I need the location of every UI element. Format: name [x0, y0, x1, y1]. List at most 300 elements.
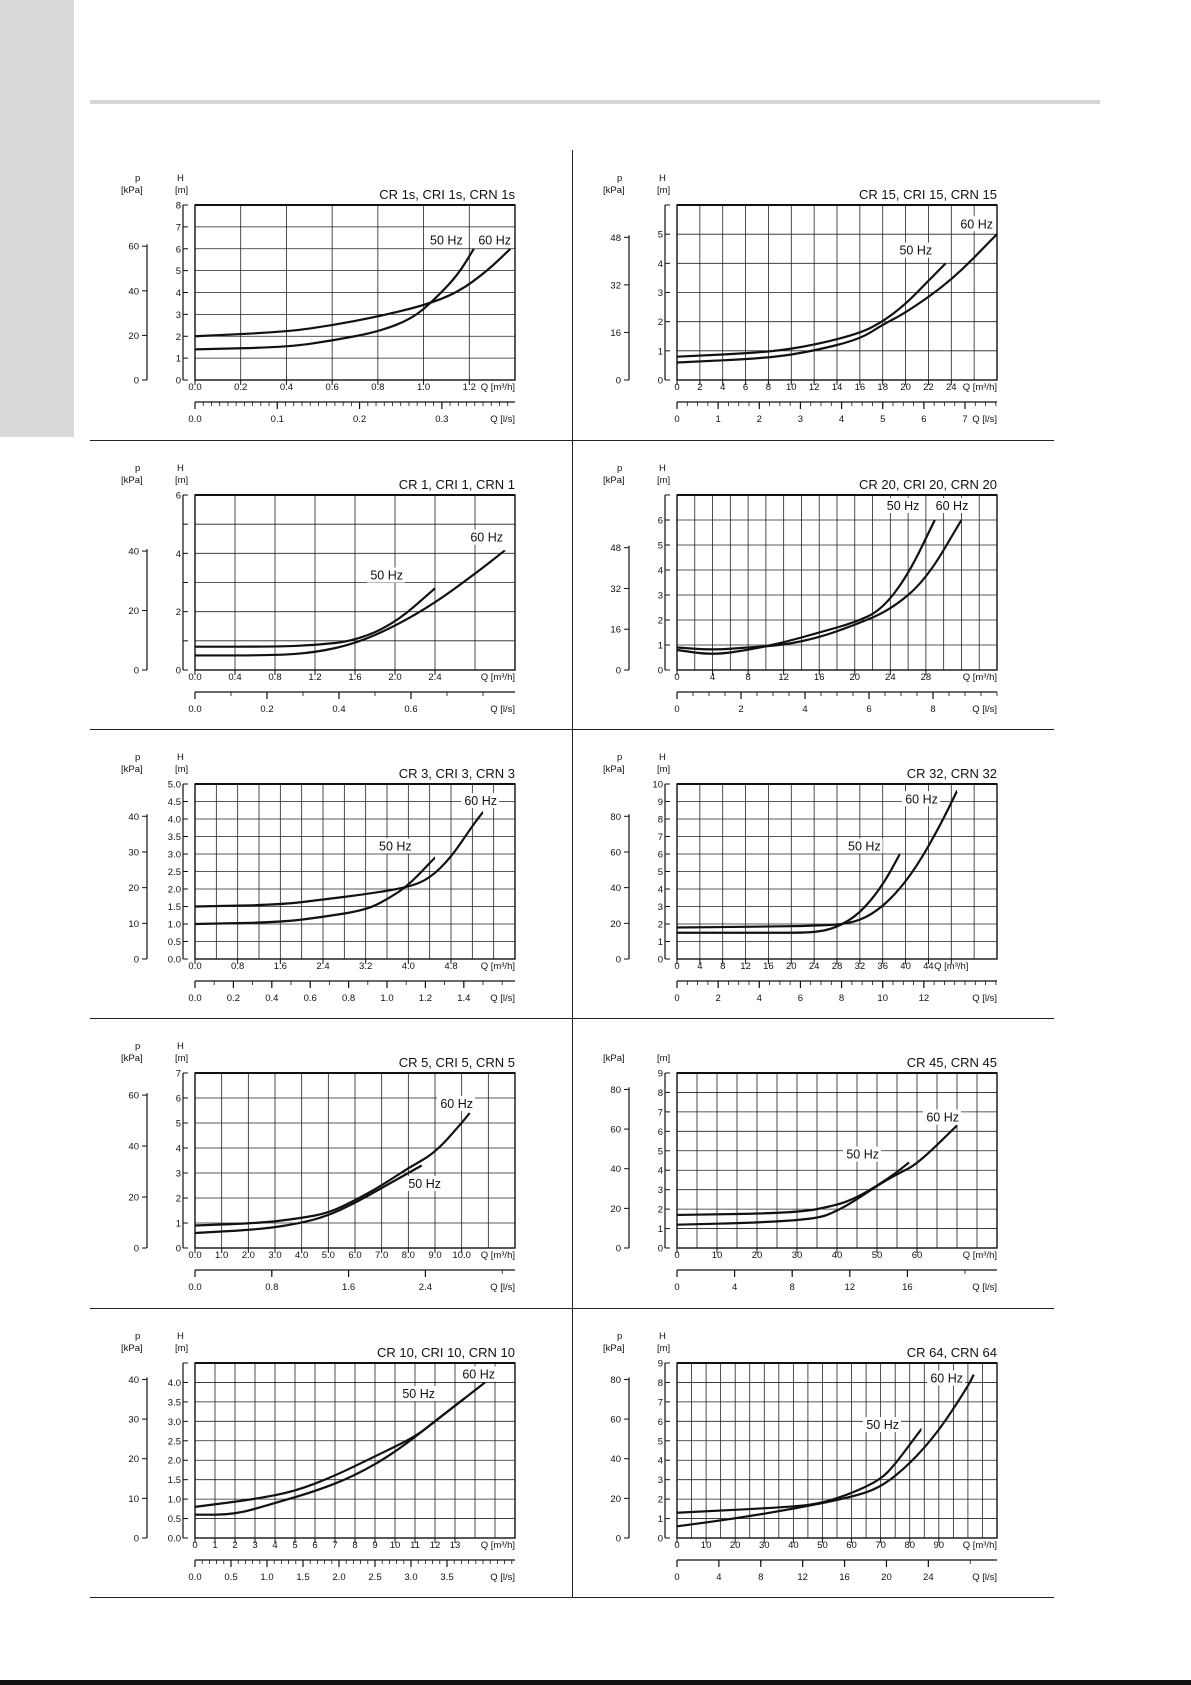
h-axis-symbol: H — [177, 752, 184, 763]
q-tick-label: 12 — [429, 1540, 441, 1551]
ls-axis — [674, 402, 997, 425]
ls-axis-unit: Q [l/s] — [490, 1572, 515, 1583]
ls-tick-label: 2.0 — [332, 1572, 346, 1583]
q-tick-label: 0 — [674, 961, 680, 972]
ls-tick-label: 0.4 — [265, 993, 279, 1004]
h-tick-label: 1 — [657, 640, 663, 652]
p-tick-label: 30 — [128, 847, 139, 859]
q-axis — [188, 1248, 471, 1261]
q-tick-label: 9 — [372, 1540, 378, 1551]
p-tick-label: 10 — [128, 918, 139, 930]
q-tick-label: 10 — [700, 1540, 712, 1551]
q-tick-label: 0 — [674, 1540, 680, 1551]
h-axis-unit: [m] — [175, 764, 189, 775]
q-tick-label: 40 — [900, 961, 911, 972]
curve-label: 60 Hz — [470, 530, 503, 545]
q-tick-label: 1.0 — [416, 382, 431, 393]
chart-cr3 — [90, 729, 572, 1019]
h-axis-symbol: H — [659, 173, 666, 184]
q-tick-label: 0.4 — [279, 382, 294, 393]
h-tick-label: 4 — [175, 548, 181, 560]
chart-svg — [90, 1018, 572, 1308]
p-tick-label: 16 — [610, 624, 621, 636]
p-tick-label: 40 — [610, 1454, 621, 1466]
ls-tick-label: 3 — [797, 414, 804, 425]
ls-tick-label: 0.8 — [265, 1282, 279, 1293]
h-tick-label: 2 — [657, 615, 663, 627]
chart-cr32 — [572, 729, 1054, 1019]
h-tick-label: 2.0 — [167, 884, 181, 896]
p-tick-label: 20 — [128, 1192, 139, 1204]
ls-tick-label: 12 — [918, 993, 930, 1004]
h-tick-label: 7 — [175, 1068, 181, 1080]
q-tick-label: Q [m³/h] — [934, 961, 969, 972]
p-tick-label: 0 — [133, 1533, 139, 1545]
chart-svg — [90, 440, 572, 730]
h-axis-unit: [m] — [657, 1343, 671, 1354]
p-tick-label: 32 — [610, 280, 621, 292]
h-axis-unit: [m] — [175, 1053, 189, 1064]
h-tick-label: 6 — [175, 1093, 181, 1105]
q-tick-label: 5 — [292, 1540, 298, 1551]
q-axis — [674, 959, 968, 972]
q-tick-label: 90 — [933, 1540, 945, 1551]
h-tick-label: 4.5 — [167, 797, 181, 808]
q-tick-label: 24 — [885, 672, 896, 683]
q-tick-label: 0 — [192, 1540, 198, 1551]
h-tick-label: 6 — [175, 490, 181, 502]
q-tick-label: 0 — [674, 672, 680, 683]
q-axis — [674, 670, 931, 683]
q-axis-unit: Q [m³/h] — [962, 672, 997, 683]
h-tick-label: 2 — [175, 607, 181, 619]
curve-label: 50 Hz — [886, 499, 920, 513]
h-tick-label: 8 — [657, 1377, 663, 1389]
h-tick-label: 0 — [175, 375, 181, 387]
ls-tick-label: 0.2 — [352, 414, 367, 425]
h-tick-label: 5 — [657, 1146, 663, 1158]
h-tick-label: 0 — [175, 665, 181, 677]
h-tick-label: 3.0 — [167, 849, 181, 861]
h-tick-label: 1.5 — [167, 902, 181, 913]
ls-tick-label: 0.0 — [188, 1282, 202, 1293]
grid — [677, 1073, 997, 1248]
q-axis-unit: Q [m³/h] — [480, 961, 515, 972]
q-tick-label: 30 — [758, 1540, 770, 1551]
p-axis-unit: [kPa] — [121, 764, 143, 775]
p-axis-unit: [kPa] — [121, 475, 143, 486]
q-tick-label: 7.0 — [375, 1250, 389, 1261]
h-axis-unit: [m] — [175, 475, 189, 486]
p-tick-label: 0 — [133, 1243, 139, 1255]
q-axis — [188, 959, 457, 972]
h-axis-unit: [m] — [657, 185, 671, 196]
q-tick-label: 80 — [904, 1540, 916, 1551]
curve-label: 60 Hz — [905, 792, 938, 807]
ls-axis-unit: Q [l/s] — [490, 414, 515, 425]
q-tick-label: 20 — [849, 672, 861, 683]
p-axis-unit: [kPa] — [603, 764, 625, 775]
p-axis — [128, 1375, 147, 1545]
h-axis-unit: [m] — [175, 1343, 189, 1354]
ls-tick-label: 8 — [789, 1282, 795, 1293]
q-tick-label: 10 — [785, 382, 797, 393]
q-tick-label: 22 — [923, 382, 934, 393]
q-axis-unit: Q [m³/h] — [480, 672, 515, 683]
ls-tick-label: 0.0 — [188, 993, 202, 1004]
q-tick-label: 30 — [791, 1250, 803, 1261]
chart-title: CR 1, CRI 1, CRN 1 — [398, 477, 515, 492]
h-tick-label: 5 — [657, 867, 663, 878]
curve-label: 50 Hz — [848, 839, 881, 854]
h-tick-label: 8 — [657, 1087, 663, 1099]
curve-50hz — [677, 854, 900, 933]
ls-axis — [188, 1270, 515, 1293]
ls-tick-label: 20 — [881, 1572, 892, 1583]
ls-tick-label: 4 — [838, 414, 845, 425]
h-tick-label: 2.5 — [167, 1436, 181, 1448]
ls-tick-label: 24 — [923, 1572, 934, 1583]
q-tick-label: 4 — [272, 1540, 278, 1551]
chart-title: CR 3, CRI 3, CRN 3 — [398, 766, 515, 781]
h-tick-label: 6 — [657, 1416, 663, 1428]
h-tick-label: 7 — [657, 1107, 663, 1119]
h-tick-label: 2 — [657, 1494, 663, 1506]
h-axis — [176, 491, 188, 677]
p-tick-label: 0 — [615, 1533, 621, 1545]
h-tick-label: 9 — [657, 1068, 663, 1080]
h-axis-unit: [m] — [657, 1053, 671, 1064]
h-axis-symbol: H — [177, 173, 184, 184]
h-tick-label: 4 — [657, 258, 663, 270]
p-axis-symbol: p — [135, 463, 141, 474]
h-tick-label: 0.5 — [167, 1514, 181, 1526]
h-tick-label: 2 — [175, 1193, 181, 1205]
q-tick-label: 24 — [808, 961, 820, 972]
q-tick-label: 4 — [720, 382, 726, 393]
ls-tick-label: 0.0 — [188, 414, 202, 425]
curve-label: 50 Hz — [408, 1177, 441, 1191]
ls-axis-unit: Q [l/s] — [490, 1282, 515, 1293]
h-axis-unit: [m] — [175, 185, 189, 196]
q-tick-label: 0.4 — [228, 672, 242, 683]
q-tick-label: 0.8 — [268, 672, 282, 683]
curve-label: 50 Hz — [846, 1147, 879, 1162]
q-tick-label: 5.0 — [321, 1250, 335, 1261]
ls-axis-unit: Q [l/s] — [972, 1572, 997, 1583]
q-axis-unit: Q [m³/h] — [480, 1540, 515, 1551]
h-tick-label: 7 — [657, 1397, 663, 1409]
h-tick-label: 3.0 — [167, 1416, 181, 1428]
p-tick-label: 20 — [610, 1203, 621, 1215]
q-tick-label: 0.0 — [188, 382, 202, 393]
ls-tick-label: 1.6 — [341, 1282, 356, 1293]
p-tick-label: 60 — [610, 847, 621, 859]
ls-tick-label: 4 — [802, 704, 808, 715]
q-tick-label: 6 — [312, 1540, 318, 1551]
ls-tick-label: 4 — [731, 1282, 738, 1293]
ls-axis — [188, 1560, 515, 1583]
q-tick-label: 12 — [740, 961, 751, 972]
ls-tick-label: 0.8 — [341, 993, 356, 1004]
ls-axis-unit: Q [l/s] — [972, 993, 997, 1004]
h-tick-label: 6 — [657, 849, 663, 861]
ls-tick-label: 0 — [674, 1282, 680, 1293]
h-tick-label: 4.0 — [167, 1377, 181, 1389]
h-tick-label: 5 — [657, 229, 663, 241]
curve-label: 50 Hz — [430, 233, 463, 248]
ls-tick-label: 0 — [674, 704, 680, 715]
chart-cr1 — [90, 440, 572, 730]
h-tick-label: 6 — [657, 515, 663, 527]
curve-50hz — [195, 858, 435, 925]
q-tick-label: 16 — [854, 382, 866, 393]
curve-60hz — [677, 1375, 974, 1527]
ls-tick-label: 5 — [880, 414, 886, 425]
chart-cr5 — [90, 1018, 572, 1308]
ls-tick-label: 4 — [756, 993, 762, 1004]
q-tick-label: 8 — [765, 382, 772, 393]
chart-title: CR 64, CRN 64 — [906, 1345, 997, 1360]
q-tick-label: 8 — [745, 672, 751, 683]
p-tick-label: 20 — [128, 606, 139, 618]
h-tick-label: 0 — [657, 954, 663, 966]
h-tick-label: 2.0 — [167, 1455, 181, 1467]
grid — [677, 1363, 997, 1538]
h-tick-label: 4 — [657, 1165, 663, 1177]
q-tick-label: 1.0 — [215, 1250, 229, 1261]
q-axis — [674, 1538, 944, 1551]
q-tick-label: 20 — [751, 1250, 763, 1261]
h-tick-label: 4 — [657, 884, 663, 896]
chart-svg — [572, 1308, 1054, 1598]
q-tick-label: 4.0 — [401, 961, 415, 972]
ls-tick-label: 1.0 — [260, 1572, 274, 1583]
p-tick-label: 0 — [615, 954, 621, 966]
ls-tick-label: 3.5 — [440, 1572, 454, 1583]
h-axis-unit: [m] — [657, 475, 671, 486]
q-tick-label: 11 — [410, 1540, 420, 1551]
grid — [195, 205, 515, 380]
h-tick-label: 0.5 — [167, 937, 181, 948]
ls-tick-label: 2.4 — [418, 1282, 433, 1293]
h-axis — [176, 1069, 188, 1255]
chart-svg — [90, 1308, 572, 1598]
ls-tick-label: 0 — [674, 414, 680, 425]
p-axis-unit: [kPa] — [603, 185, 625, 196]
chart-svg — [572, 729, 1054, 1019]
p-axis — [128, 1091, 147, 1255]
curve-50hz — [677, 1429, 921, 1513]
chart-svg — [90, 729, 572, 1019]
grid — [677, 495, 997, 670]
ls-tick-label: 0.2 — [260, 704, 274, 715]
h-tick-label: 1 — [175, 353, 181, 365]
h-tick-label: 1 — [657, 1224, 663, 1236]
h-tick-label: 4 — [657, 565, 663, 577]
h-tick-label: 1 — [657, 937, 663, 948]
h-axis-symbol: H — [659, 752, 666, 763]
curve-label: 60 Hz — [462, 1367, 495, 1382]
ls-tick-label: 8 — [838, 993, 845, 1004]
curve-label: 50 Hz — [402, 1387, 435, 1401]
q-tick-label: 60 — [846, 1540, 857, 1551]
q-tick-label: 40 — [788, 1540, 799, 1551]
p-axis-symbol: p — [135, 752, 141, 763]
curve-label: 60 Hz — [926, 1110, 959, 1125]
bottom-bar — [0, 1680, 1191, 1685]
p-tick-label: 0 — [615, 665, 621, 677]
q-tick-label: 12 — [778, 672, 789, 683]
ls-tick-label: 2.5 — [368, 1572, 382, 1583]
chart-cr1s — [90, 150, 572, 440]
h-tick-label: 3 — [657, 590, 663, 602]
q-tick-label: 2.0 — [388, 672, 402, 683]
h-tick-label: 3 — [175, 1168, 181, 1180]
q-tick-label: 12 — [808, 382, 820, 393]
ls-tick-label: 0.1 — [270, 414, 284, 425]
q-tick-label: 8 — [720, 961, 726, 972]
ls-tick-label: 8 — [930, 704, 936, 715]
p-tick-label: 20 — [128, 330, 139, 342]
q-tick-label: 6.0 — [348, 1250, 362, 1261]
h-tick-label: 6 — [657, 1126, 663, 1138]
curve-label: 60 Hz — [960, 217, 993, 232]
p-tick-label: 40 — [128, 286, 139, 298]
curve-label: 60 Hz — [935, 499, 969, 513]
q-axis — [192, 1538, 460, 1551]
h-tick-label: 9 — [657, 797, 663, 808]
p-axis-unit: [kPa] — [603, 475, 625, 486]
h-tick-label: 1.0 — [167, 1494, 181, 1506]
ls-tick-label: 1.0 — [380, 993, 394, 1004]
ls-tick-label: 1 — [715, 414, 721, 425]
p-tick-label: 30 — [128, 1414, 139, 1426]
q-tick-label: 3.0 — [268, 1250, 282, 1261]
h-tick-label: 4 — [657, 1455, 663, 1467]
h-tick-label: 5 — [175, 266, 181, 278]
q-tick-label: 8.0 — [401, 1250, 415, 1261]
ls-tick-label: 0.6 — [303, 993, 317, 1004]
curve-label: 50 Hz — [370, 568, 403, 583]
ls-tick-label: 12 — [797, 1572, 808, 1583]
h-tick-label: 0 — [657, 375, 663, 387]
p-tick-label: 0 — [133, 954, 139, 966]
q-tick-label: 40 — [831, 1250, 843, 1261]
h-axis — [652, 780, 670, 966]
h-tick-label: 3.5 — [167, 1397, 181, 1409]
q-tick-label: 0.8 — [371, 382, 385, 393]
p-tick-label: 40 — [610, 883, 621, 895]
ls-tick-label: 1.2 — [418, 993, 433, 1004]
h-tick-label: 7 — [657, 832, 663, 843]
q-tick-label: 20 — [785, 961, 797, 972]
grid — [195, 784, 515, 959]
h-tick-label: 2 — [657, 919, 663, 931]
ls-axis-unit: Q [l/s] — [972, 414, 997, 425]
ls-tick-label: 6 — [866, 704, 872, 715]
q-tick-label: 28 — [831, 961, 843, 972]
h-tick-label: 9 — [657, 1358, 663, 1370]
ls-tick-label: 0.0 — [188, 704, 202, 715]
q-tick-label: 1.2 — [308, 672, 322, 683]
q-tick-label: 4 — [709, 672, 716, 683]
q-tick-label: 0 — [674, 1250, 680, 1261]
ls-axis-unit: Q [l/s] — [972, 704, 997, 715]
q-tick-label: 0.8 — [231, 961, 245, 972]
p-tick-label: 80 — [610, 1084, 621, 1096]
q-tick-label: 44 — [923, 961, 934, 972]
p-tick-label: 16 — [610, 327, 621, 339]
q-tick-label: 36 — [877, 961, 889, 972]
q-tick-label: 1.6 — [348, 672, 362, 683]
q-tick-label: 70 — [875, 1540, 886, 1551]
chart-svg — [90, 150, 572, 440]
p-tick-label: 80 — [610, 1374, 621, 1386]
p-axis-unit: [kPa] — [121, 1053, 143, 1064]
ls-tick-label: 2 — [715, 993, 721, 1004]
q-tick-label: 2.4 — [428, 672, 442, 683]
ls-tick-label: 0.5 — [224, 1572, 238, 1583]
ls-axis-unit: Q [l/s] — [490, 993, 515, 1004]
curve-label: 50 Hz — [866, 1418, 899, 1433]
q-axis — [674, 1248, 922, 1261]
q-tick-label: 10 — [389, 1540, 401, 1551]
p-tick-label: 20 — [128, 883, 139, 895]
ls-axis — [188, 981, 515, 1004]
h-axis-symbol: H — [659, 1331, 666, 1342]
h-tick-label: 2.5 — [167, 867, 181, 878]
q-tick-label: 1 — [212, 1540, 218, 1551]
ls-tick-label: 1.5 — [296, 1572, 310, 1583]
ls-tick-label: 0.4 — [332, 704, 346, 715]
h-tick-label: 5 — [175, 1118, 181, 1130]
chart-title: CR 1s, CRI 1s, CRN 1s — [379, 187, 515, 202]
q-tick-label: 28 — [920, 672, 932, 683]
h-tick-label: 1.0 — [167, 919, 181, 931]
h-tick-label: 3 — [657, 1185, 663, 1197]
q-axis-unit: Q [m³/h] — [962, 382, 997, 393]
q-tick-label: 2.0 — [241, 1250, 255, 1261]
p-axis — [128, 242, 147, 387]
q-tick-label: 0 — [674, 382, 680, 393]
h-axis — [168, 1363, 188, 1545]
ls-tick-label: 4 — [716, 1572, 722, 1583]
chart-title: CR 5, CRI 5, CRN 5 — [398, 1055, 515, 1070]
ls-axis-unit: Q [l/s] — [490, 704, 515, 715]
p-tick-label: 0 — [133, 665, 139, 677]
q-tick-label: 3.2 — [359, 961, 373, 972]
q-tick-label: 4 — [697, 961, 703, 972]
p-tick-label: 40 — [128, 546, 139, 558]
h-axis-symbol: H — [177, 463, 184, 474]
p-axis — [128, 547, 147, 677]
ls-tick-label: 6 — [921, 414, 927, 425]
h-tick-label: 8 — [657, 814, 663, 826]
q-axis — [674, 380, 956, 393]
h-axis — [658, 1069, 670, 1255]
p-tick-label: 20 — [128, 1454, 139, 1466]
p-tick-label: 40 — [610, 1164, 621, 1176]
q-axis-unit: Q [m³/h] — [962, 1540, 997, 1551]
p-tick-label: 80 — [610, 811, 621, 823]
p-axis — [610, 812, 629, 966]
h-tick-label: 10 — [652, 779, 663, 791]
chart-cr10 — [90, 1308, 572, 1598]
q-tick-label: 20 — [729, 1540, 741, 1551]
ls-tick-label: 0.0 — [188, 1572, 202, 1583]
h-tick-label: 1 — [657, 346, 663, 358]
